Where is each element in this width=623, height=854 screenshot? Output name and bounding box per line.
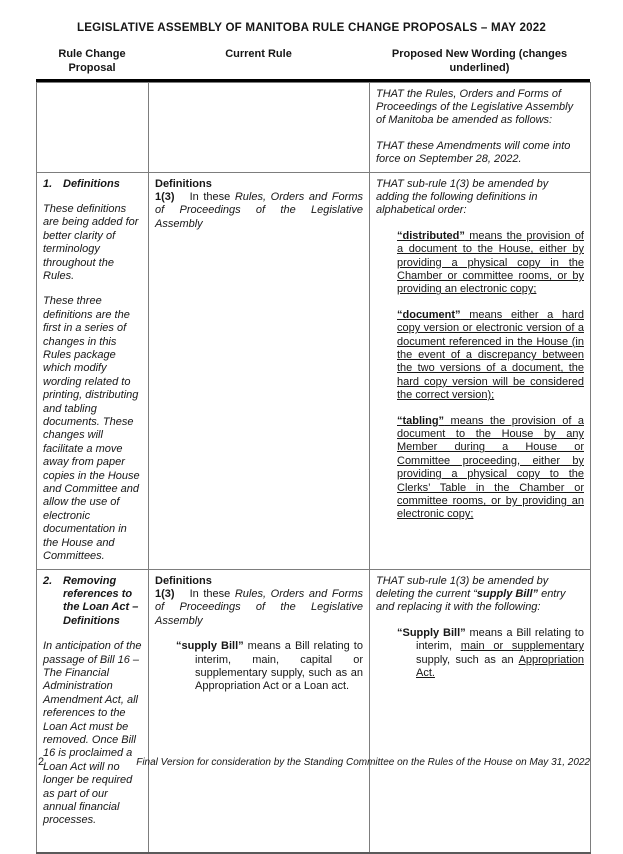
- cell-preamble-proposed: [370, 82, 591, 172]
- column-header-rule-change-proposal: Rule Change Proposal: [36, 46, 148, 76]
- proposal-number-2: 2.: [43, 575, 63, 629]
- proposal-rationale-1a: These definitions are being added for better clarity of terminology throughout the Rules.: [43, 203, 142, 283]
- preamble-paragraph-1: THAT the Rules, Orders and Forms of Proceedings of the Legislative Assembly of Manitoba be amended as follows:: [376, 88, 584, 128]
- page-title: LEGISLATIVE ASSEMBLY OF MANITOBA RULE CHANGE PROPOSALS – MAY 2022: [0, 21, 623, 34]
- column-header-proposed-new-wording: Proposed New Wording (changes underlined): [369, 46, 590, 76]
- proposal-rationale-1b: These three definitions are the first in a series of changes in this Rules package which modify wording related to printing, distributing and tabling documents. These changes will facilitate a move away from paper copies in the House and Committee and allow the use of electronic documentation in the House and Committees.: [43, 295, 142, 563]
- cell-definitions-proposal: [37, 172, 149, 569]
- cell-definitions-proposed: [370, 172, 591, 569]
- preamble-paragraph-2: THAT these Amendments will come into force on September 28, 2022.: [376, 140, 584, 167]
- definition-document: “document” means either a hard copy version or electronic version of a document referenced in the House (in the event of a discrepancy between the two versions of a document, the hard copy version will be considered the correct version);: [397, 309, 584, 403]
- page-footer: [38, 756, 590, 768]
- cell-loan-act-proposal: [37, 569, 149, 853]
- table-body: [36, 82, 591, 854]
- proposal-heading-text-1: Definitions: [63, 178, 120, 191]
- table-row-definitions: [37, 172, 591, 569]
- column-header-current-rule: Current Rule: [148, 46, 369, 76]
- cell-preamble-current-empty: [149, 82, 370, 172]
- page-number: 2: [38, 756, 44, 768]
- definition-distributed: “distributed” means the provision of a document to the House, either by providing a physical copy in the Chamber or committee rooms, or by providing an electronic copy;: [397, 230, 584, 297]
- cell-loan-act-current: [149, 569, 370, 853]
- proposal-heading-2: [43, 575, 142, 629]
- cell-definitions-current: [149, 172, 370, 569]
- table-row-loan-act: [37, 569, 591, 853]
- footer-note: Final Version for consideration by the Standing Committee on the Rules of the House on May 31, 2022: [136, 757, 590, 768]
- cell-loan-act-proposed: [370, 569, 591, 853]
- table-header-row: [36, 46, 590, 82]
- current-rule-heading-1: Definitions: [155, 178, 363, 191]
- proposal-heading-1: [43, 178, 142, 191]
- cell-preamble-proposal-empty: [37, 82, 149, 172]
- current-supply-bill-definition: “supply Bill” means a Bill relating to interim, main, capital or supplementary supply, such as an Appropriation Act or a Loan act.: [155, 640, 363, 694]
- proposal-heading-text-2: Removing references to the Loan Act – Definitions: [63, 575, 142, 629]
- definition-tabling: “tabling” means the provision of a document to the House by any Member during a House or Committee proceeding, either by providing a physical copy to the Clerks’ Table in the Chamber or committee rooms, or by providing an electronic copy;: [397, 415, 584, 522]
- rule-change-table: [36, 46, 590, 854]
- proposed-supply-bill-definition: “Supply Bill” means a Bill relating to interim, main or supplementary supply, such as an Appropriation Act.: [376, 627, 584, 681]
- proposal-number-1: 1.: [43, 178, 63, 191]
- proposal-rationale-2: In anticipation of the passage of Bill 16 – The Financial Administration Amendment Act, all references to the Loan Act must be removed. Once Bill 16 is proclaimed a Loan Act will no longer be required as part of our annual financial processes.: [43, 640, 142, 828]
- table-row-preamble: [37, 82, 591, 172]
- current-rule-heading-2: Definitions: [155, 575, 363, 588]
- proposed-intro-2: THAT sub-rule 1(3) be amended by deleting the current “supply Bill” entry and replacing it with the following:: [376, 575, 584, 615]
- proposed-intro-1: THAT sub-rule 1(3) be amended by adding the following definitions in alphabetical order:: [376, 178, 584, 218]
- current-rule-text-2: 1(3) In these Rules, Orders and Forms of Proceedings of the Legislative Assembly: [155, 588, 363, 628]
- current-rule-text-1: 1(3) In these Rules, Orders and Forms of Proceedings of the Legislative Assembly: [155, 191, 363, 231]
